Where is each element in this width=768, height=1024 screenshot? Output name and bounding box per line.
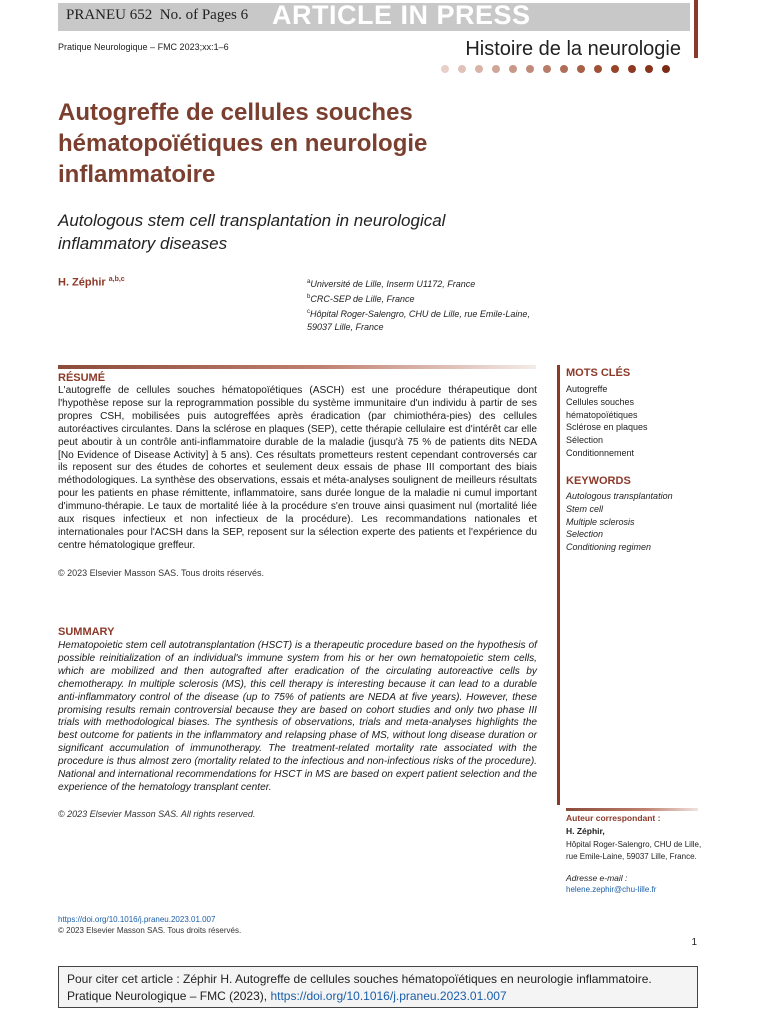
article-in-press-label: ARTICLE IN PRESS (272, 0, 531, 30)
manuscript-info: PRANEU 652 No. of Pages 6 (66, 7, 249, 23)
resume-text: L'autogreffe de cellules souches hématopoïétiques (ASCH) est une procédure thérapeutique dont l'hypothèse repose sur la reprogrammation possible du système immunitaire d'un individu à partir de ses propres CSH, mobilisées puis autogreffées après éradication (par chimiothéra-pies) des cellules autoréactives circulantes. Dans la sclérose en plaques (SEP), cette thérapie cellulaire est d'intérêt car elle peut aboutir à un contrôle anti-inflammatoire durable de la maladie (jusqu'à 75 % de patients dits NEDA [No Evidence of Disease Activity] à 5 ans). Ces résultats prometteurs restent cependant controversés car ils reposent sur des études de cohortes et seulement deux essais de phase III comportant des biais méthodologiques. La synthèse des observations, essais et méta-analyses soulignent de meilleurs résultats pour les patients en phase rémittente, inflammatoire, sans durée longue de la maladie ni cumul important d'immuno-thérapie. Le taux de mortalité liée à la procédure s'en trouve ainsi quasiment nul (mortalité liée aux risques infectieux et non infectieux de la procédure). Les recommandations nationales et internationales pour l'ACSH dans la SEP, reposent sur la sélection experte des patients et l'expérience du centre hématologique greffeur. (58, 385, 537, 551)
keyword-en: Multiple sclerosis (566, 516, 635, 527)
decorative-dot (543, 65, 551, 73)
mots-cles-heading: MOTS CLÉS (566, 367, 631, 379)
decorative-dot (662, 65, 670, 73)
mots-cles-list (566, 383, 648, 460)
keyword-fr: Cellules souches (566, 396, 635, 407)
page-number: 1 (691, 937, 697, 948)
keywords-list (566, 490, 673, 554)
decorative-dot (645, 65, 653, 73)
affiliation-item: $^a$Université de Lille, Inserm U1172, France (307, 279, 476, 289)
decorative-dot (611, 65, 619, 73)
doi-link[interactable]: https://doi.org/10.1016/j.praneu.2023.01.007 (58, 915, 216, 924)
keyword-en: Conditioning regimen (566, 542, 652, 553)
keyword-fr: Conditionnement (566, 447, 635, 458)
email-label: Adresse e-mail : (566, 873, 628, 883)
corresponding-author-address: Hôpital Roger-Salengro, CHU de Lille, rue Emile-Laine, 59037 Lille, France. (566, 840, 702, 861)
keyword-en: Selection (566, 529, 604, 540)
footer-copyright: © 2023 Elsevier Masson SAS. Tous droits réservés. (58, 926, 242, 935)
affiliation-item: $^b$CRC-SEP de Lille, France (307, 294, 415, 304)
corresponding-author-name: H. Zéphir, (566, 826, 605, 836)
decorative-dots (441, 65, 683, 75)
summary-heading: SUMMARY (58, 626, 115, 638)
author-name: H. Zéphir $^{a,b,c}$ (58, 276, 125, 289)
keyword-fr: Sélection (566, 435, 604, 446)
keyword-fr: Sclérose en plaques (566, 422, 648, 433)
keywords-heading: KEYWORDS (566, 475, 631, 487)
sidebar-rule (557, 365, 560, 805)
decorative-dot (594, 65, 602, 73)
decorative-dot (475, 65, 483, 73)
resume-heading: RÉSUMÉ (58, 372, 106, 384)
article-title: Autogreffe de cellules souches hématopoïétiques en neurologie inflammatoire (58, 99, 428, 188)
article-in-press-banner (58, 0, 690, 31)
email-link[interactable]: helene.zephir@chu-lille.fr (566, 885, 657, 894)
decorative-dot (526, 65, 534, 73)
summary-copyright: © 2023 Elsevier Masson SAS. All rights reserved. (58, 809, 256, 819)
keyword-fr: Autogreffe (566, 384, 608, 394)
decorative-dot (560, 65, 568, 73)
decorative-dot (492, 65, 500, 73)
keyword-en: Autologous transplantation (566, 491, 673, 501)
corresponding-author-heading: Auteur correspondant : (566, 813, 661, 823)
section-name: Histoire de la neurologie (465, 38, 681, 60)
header-accent-rule (694, 0, 698, 58)
citation-doi-link[interactable]: https://doi.org/10.1016/j.praneu.2023.01.007 (270, 989, 507, 1003)
corresponding-rule (566, 808, 698, 811)
article-subtitle: Autologous stem cell transplantation in neurological inflammatory diseases (58, 211, 446, 253)
decorative-dot (577, 65, 585, 73)
resume-copyright: © 2023 Elsevier Masson SAS. Tous droits réservés. (58, 568, 265, 578)
summary-text: Hematopoietic stem cell autotransplantation (HSCT) is a therapeutic procedure based on the hypothesis of possible reinitialization of an individual's immune system from his or her own hematopoietic stem cells, which are mobilized and then autografted after eradication of the circulating autoreactive cells by chemotherapy. In multiple sclerosis (MS), this cell therapy is interesting because it can lead to a durable anti-inflammatory control of the disease (up to 75% of patients are NEDA at five years). However, these promising results remain controversial because they are based on cohort studies and only two phase III trials with methodological biases. The synthesis of observations, trials and meta-analyses highlights the best outcome for patients in the inflammatory and relapsing phase of MS, without long disease duration or significant accumulation of immunotherapy. The treatment-related mortality rate associated with the procedure is thus almost zero (mortality related to the infectious and non-infectious risks of the procedure). National and international recommendations for HSCT in MS are based on expert patient selection and the experience of the hematology transplant center. (58, 640, 537, 793)
decorative-dot (441, 65, 449, 73)
decorative-dot (509, 65, 517, 73)
keyword-fr: hématopoïétiques (566, 409, 638, 420)
affiliations (307, 276, 537, 334)
citation-box (58, 966, 698, 1008)
abstract-rule (58, 365, 536, 369)
keyword-en: Stem cell (566, 503, 604, 514)
decorative-dot (628, 65, 636, 73)
affiliation-item: $^c$Hôpital Roger-Salengro, CHU de Lille, rue Emile-Laine, 59037 Lille, France (307, 309, 530, 332)
citation-journal: Pratique Neurologique – FMC (2023), (67, 989, 271, 1003)
citation-text: Pour citer cet article : Zéphir H. Autogreffe de cellules souches hématopoïétiques en neurologie inflammatoire. (67, 972, 652, 986)
journal-citation-line: Pratique Neurologique – FMC 2023;xx:1–6 (58, 42, 229, 52)
decorative-dot (458, 65, 466, 73)
